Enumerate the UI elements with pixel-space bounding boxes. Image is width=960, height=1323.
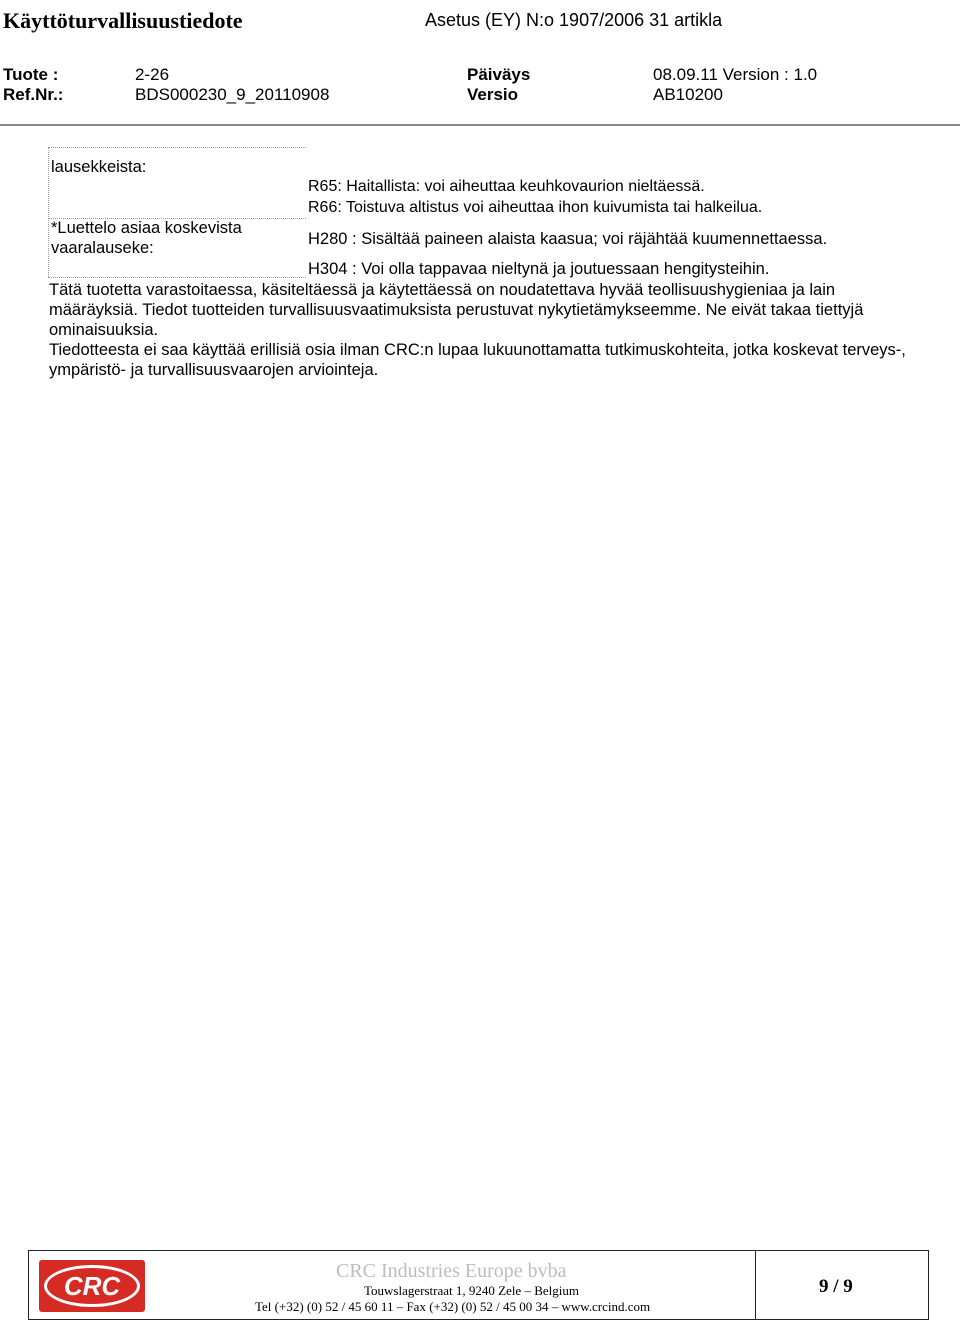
r-phrase: R66: Toistuva altistus voi aiheuttaa ihon kuivumista tai halkeilua. [308, 199, 763, 216]
company-name: CRC Industries Europe bvba [336, 1260, 567, 1282]
usage-restriction-paragraph: Tiedotteesta ei saa käyttää erillisiä osia ilman CRC:n lupaa lukuunottamatta tutkimuskohteita, jotka koskevat terveys-, ympäristö- ja turvallisuusvaarojen arviointeja. [49, 341, 906, 379]
product-value: 2-26 [135, 65, 170, 84]
crc-logo [39, 1260, 145, 1312]
hazard-label-line2: vaaralauseke: [51, 239, 154, 257]
header-divider [0, 124, 960, 126]
product-label: Tuote : [3, 65, 59, 84]
page-number: 9 / 9 [819, 1276, 853, 1297]
version-label: Versio [467, 85, 519, 104]
table-border-top [48, 147, 306, 148]
document-title: Käyttöturvallisuustiedote [3, 8, 243, 33]
company-address: Touwslagerstraat 1, 9240 Zele – Belgium [364, 1283, 579, 1298]
regulation-reference: Asetus (EY) N:o 1907/2006 31 artikla [425, 10, 723, 30]
date-value: 08.09.11 Version : 1.0 [653, 65, 818, 84]
disclaimer-paragraph: Tätä tuotetta varastoitaessa, käsiteltäessä ja käytettäessä on noudatettava hyvää teollisuushygieniaa ja lain määräyksiä. Tiedot tuotteiden turvallisuusvaatimuksista perustuvat nykytietämykseemme. Ne eivät takaa tiettyjä ominaisuuksia. [49, 281, 864, 339]
version-value: AB10200 [653, 85, 723, 104]
hazard-label-line1: *Luettelo asiaa koskevista [51, 219, 242, 237]
clauses-label: lausekkeista: [51, 158, 147, 176]
h-phrase: H304 : Voi olla tappavaa nieltynä ja joutuessaan hengitysteihin. [308, 260, 770, 278]
h-phrase: H280 : Sisältää paineen alaista kaasua; voi räjähtää kuumennettaessa. [308, 230, 828, 248]
table-border-bottom [48, 277, 306, 278]
ref-label: Ref.Nr.: [3, 85, 64, 104]
r-phrase: R65: Haitallista: voi aiheuttaa keuhkovaurion nieltäessä. [308, 178, 705, 195]
logo-text: CRC [63, 1271, 121, 1301]
footer-divider [755, 1251, 756, 1319]
page-footer [28, 1250, 929, 1320]
company-contact: Tel (+32) (0) 52 / 45 60 11 – Fax (+32) (0) 52 / 45 00 34 – www.crcind.com [255, 1299, 651, 1314]
ref-value: BDS000230_9_20110908 [135, 85, 330, 104]
table-border-left [48, 147, 49, 277]
date-label: Päiväys [467, 65, 531, 84]
